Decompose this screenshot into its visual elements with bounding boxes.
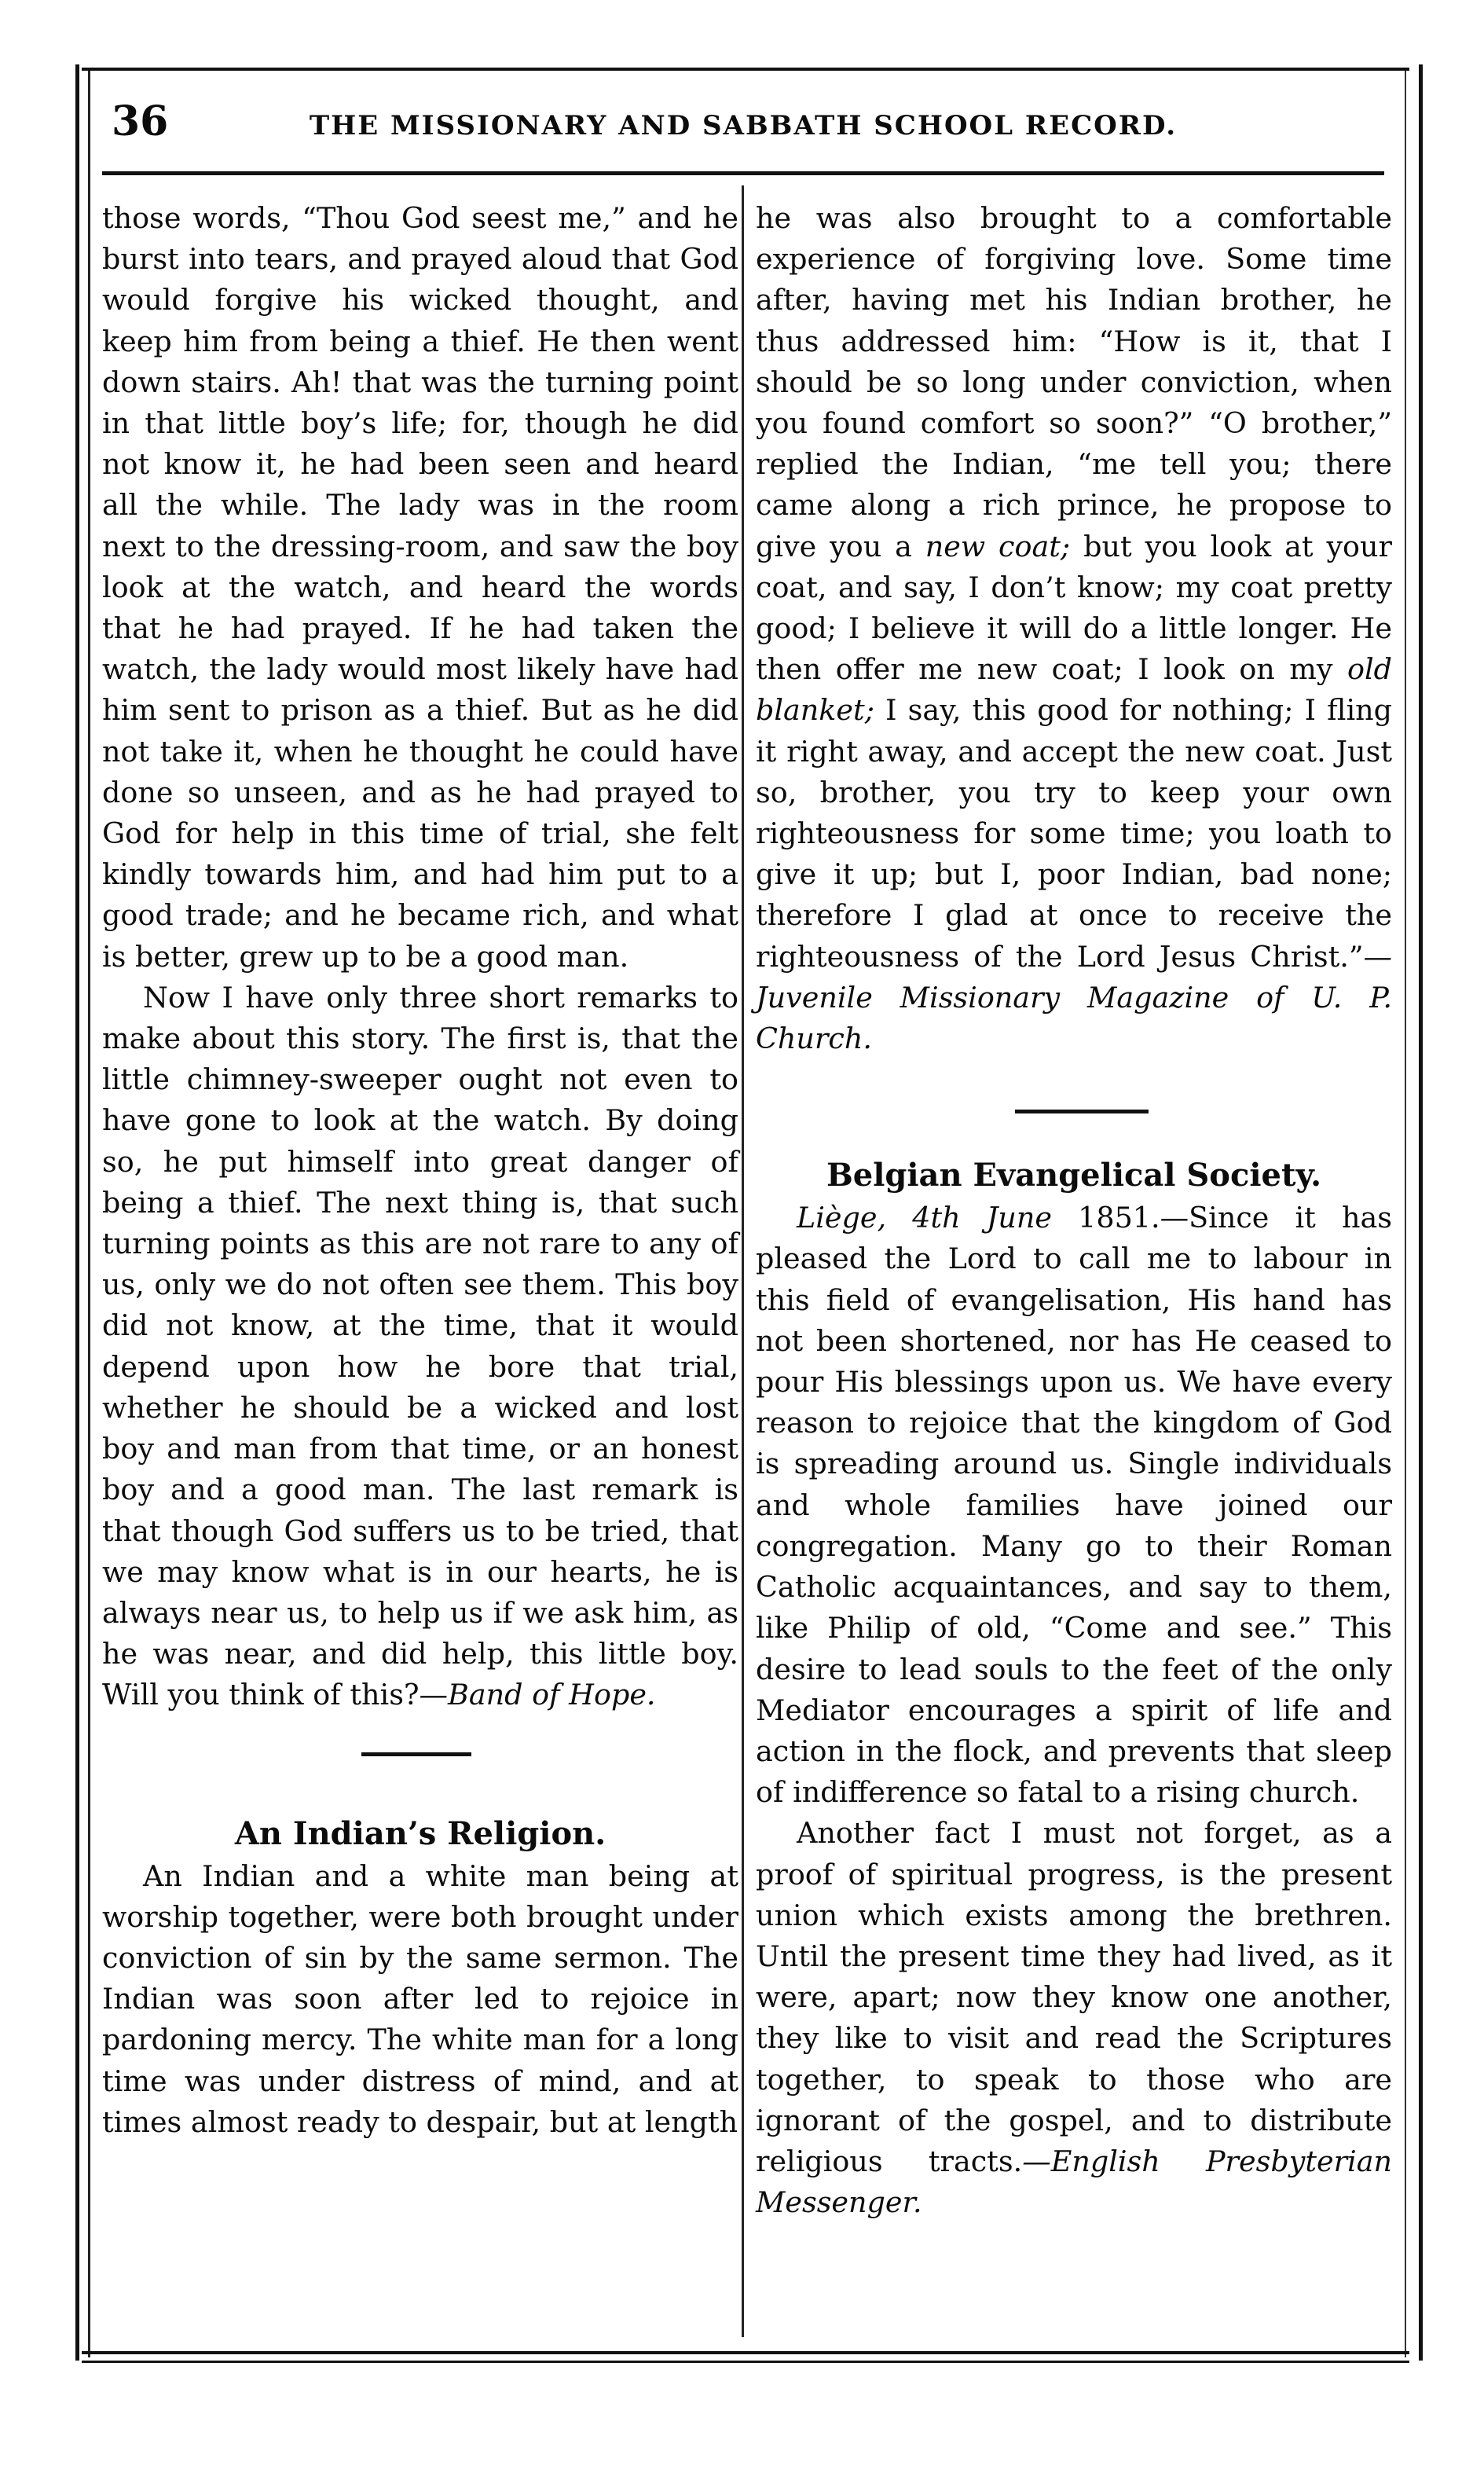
old-blanket-phrase: old blanket; (756, 652, 1392, 728)
belgian-paragraph-1 (756, 1198, 1392, 1813)
belgian-society-title: Belgian Evangelical Society. (826, 1157, 1322, 1194)
indian-religion-title: An Indian’s Religion. (234, 1814, 606, 1852)
page-number: 36 (112, 97, 169, 145)
separator-block-left (102, 1716, 738, 1812)
indian-religion-continued (756, 198, 1392, 1059)
new-coat-phrase: new coat; (925, 529, 1071, 563)
story-paragraph-2-text: Now I have only three short remarks to make about this story. The first is, that the little chimney-sweeper ought not even to have gone to look at the watch. By doing so, he put himself into great danger of being a thief. The next thing is, that such turning points as this are not rare to any of us, only we do not often see them. This boy did not know, at the time, that it would depend upon how he bore that trial, whether he should be a wicked and lost boy and man from that time, or an honest boy and a good man. The last remark is that though God suffers us to be tried, that we may know what is in our hearts, he is always near us, to help us if we ask him, as he was near, and did help, this little boy. Will you think of this? (102, 980, 738, 1712)
bottom-border-rule-2 (82, 2361, 1409, 2363)
top-border-rule (82, 68, 1409, 71)
belgian-paragraph-2 (756, 1813, 1392, 2223)
column-divider (742, 185, 744, 2337)
bottom-border-rule (82, 2351, 1409, 2354)
page-header (102, 93, 1384, 156)
indian-cont-text-2: but you look at your coat, and say, I don’t know; my coat pretty good; I believe it will do a little longer. He then offer me new coat; I look on my (756, 529, 1392, 687)
indian-religion-paragraph: An Indian and a white man being at worship together, were both brought under conviction of sin by the same sermon. The Indian was soon after led to rejoice in pardoning mercy. The white man for a long time was under distress of mind, and at times almost ready to despair, but at length (102, 1858, 738, 2139)
belgian-year: 1851. (1078, 1201, 1160, 1235)
story-source: —Band of Hope. (419, 1678, 656, 1712)
right-column (756, 198, 1392, 2223)
belgian-paragraph-2-text: Another fact I must not forget, as a proof of spiritual progress, is the present union which exists among the brethren. Until the present time they had lived, as it were, apart; now they know one another, they like to visit and read the Scriptures together, to speak to those who are ignorant of the gospel, and to distribute religious tracts. (756, 1816, 1392, 2178)
indian-cont-text-1: he was also brought to a comfortable experience of forgiving love. Some time after, having met his Indian brother, he thus addressed him: “How is it, that I should be so long under conviction, when you found comfort so soon?” “O brother,” replied the Indian, “me tell you; there came along a rich prince, he propose to give you a (756, 201, 1392, 563)
running-title: THE MISSIONARY AND SABBATH SCHOOL RECORD. (309, 110, 1178, 141)
section-separator-1 (361, 1752, 471, 1756)
indian-source: —Juvenile Missionary Magazine of U. P. Church. (756, 939, 1392, 1056)
left-column (102, 198, 738, 2143)
belgian-source: —English Presbyterian Messenger. (756, 2144, 1392, 2220)
indian-cont-text-3: I say, this good for nothing; I fling it right away, and accept the new coat. Just so, brother, you try to keep your own righteousness for some time; you loath to give it up; but I, poor Indian, bad none; therefore I glad at once to receive the righteousness of the Lord Jesus Christ.” (756, 693, 1392, 974)
story-paragraph-2 (102, 978, 738, 1716)
belgian-paragraph-1-text: —Since it has pleased the Lord to call me to labour in this field of evangelisation, His hand has not been shortened, nor has He ceased to pour His blessings upon us. We have every reason to rejoice that the kingdom of God is spreading around us. Single individuals and whole families have joined our congregation. Many go to their Roman Catholic acquaintances, and say to them, like Philip of old, “Come and see.” This desire to lead souls to the feet of the only Mediator encourages a spirit of life and action in the flock, and prevents that sleep of indifference so fatal to a rising church. (756, 1201, 1392, 1810)
section-separator-2 (1015, 1110, 1149, 1113)
header-rule (102, 171, 1384, 175)
separator-block-right (756, 1059, 1392, 1154)
story-paragraph-1: those words, “Thou God seest me,” and he burst into tears, and prayed aloud that God would forgive his wicked thought, and keep him from being a thief. He then went down stairs. Ah! that was the turning point in that little boy’s life; for, though he did not know it, he had been seen and heard all the while. The lady was in the room next to the dressing-room, and saw the boy look at the watch, and heard the words that he had prayed. If he had taken the watch, the lady would most likely have had him sent to prison as a thief. But as he did not take it, when he thought he could have done so unseen, and as he had prayed to God for help in this time of trial, she felt kindly towards him, and had him put to a good trade; and he became rich, and what is better, grew up to be a good man. (102, 201, 738, 974)
belgian-dateline: Liège, 4th June (797, 1201, 1052, 1235)
